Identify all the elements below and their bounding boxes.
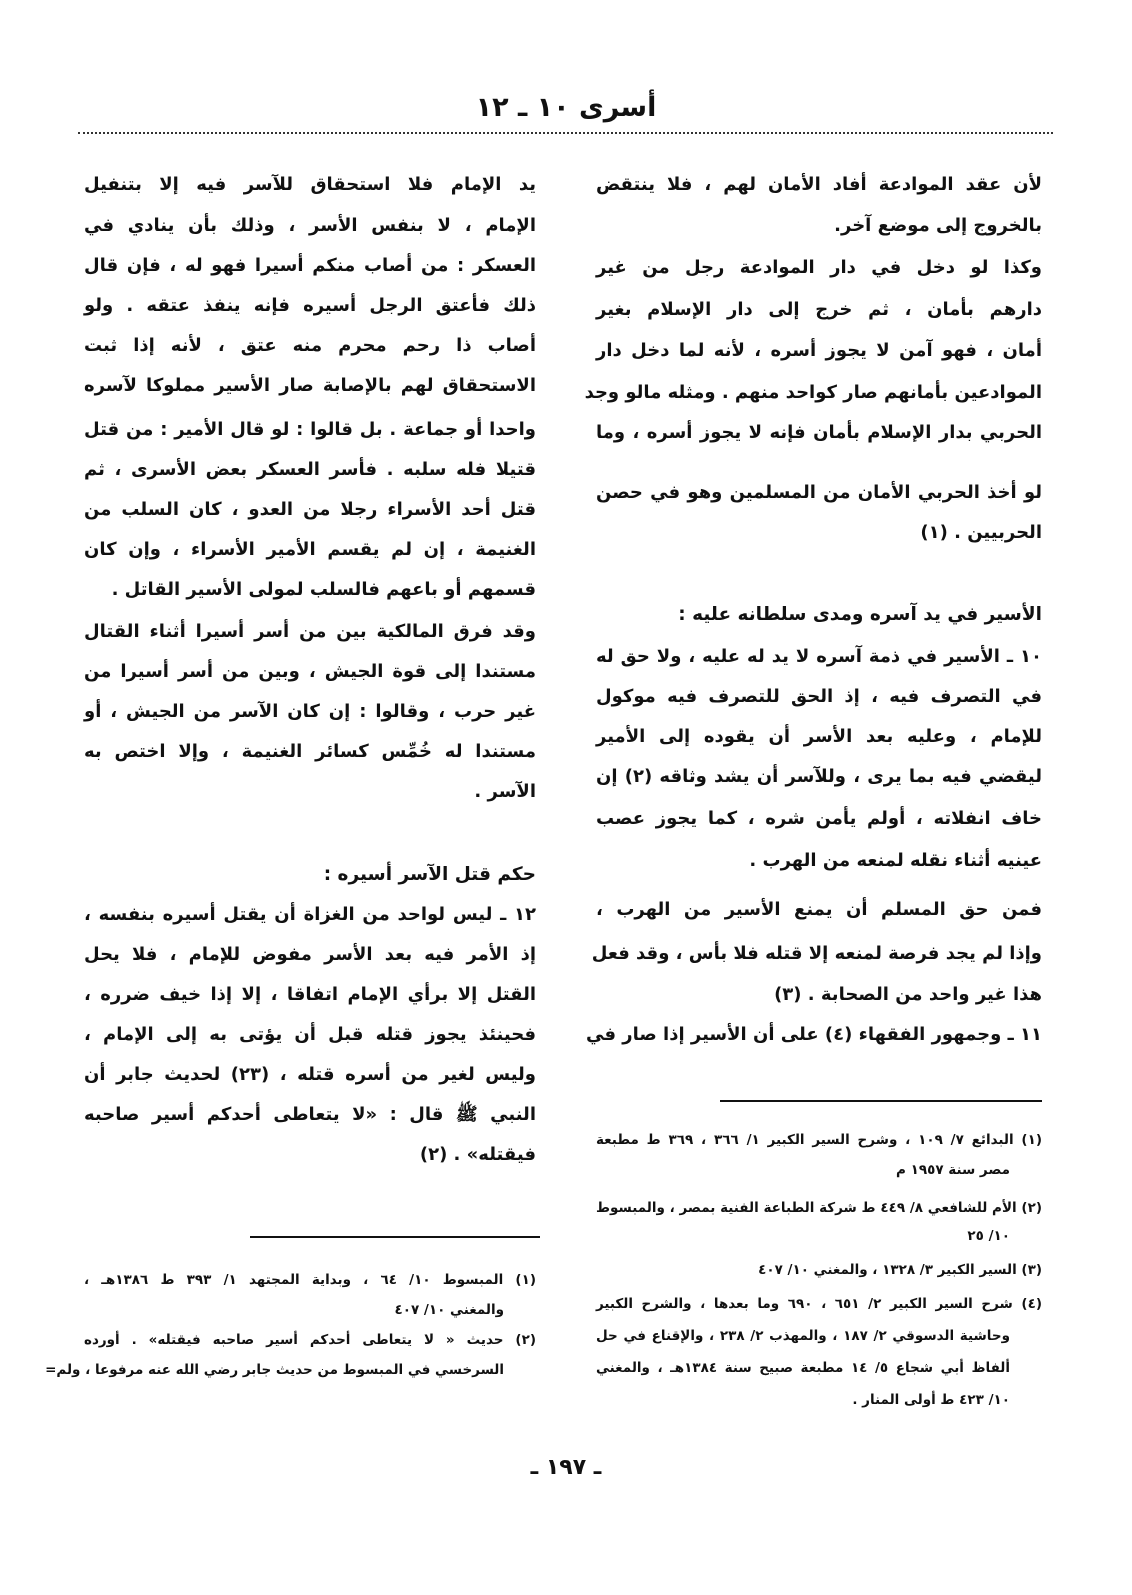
footnote-line: (٢) حديث « لا يتعاطى أحدكم أسير صاحبه فيقتله» . أورده — [84, 1332, 536, 1348]
right-column — [584, 168, 1043, 1458]
footnote-line: (١) المبسوط ١٠/ ٦٤ ، وبداية المجتهد ١/ ٣٩٣ ط ١٣٨٦هـ ، — [84, 1272, 536, 1288]
text-line: الآسر . — [474, 781, 536, 802]
text-line: النبي ﷺ قال : «لا يتعاطى أحدكم أسير صاحبه — [84, 1104, 536, 1125]
text-line: العسكر : من أصاب منكم أسيرا فهو له ، فإن قال — [84, 255, 536, 276]
text-line: عينيه أثناء نقله لمنعه من الهرب . — [749, 850, 1042, 871]
text-line: لأن عقد الموادعة أفاد الأمان لهم ، فلا ينتقض — [596, 174, 1042, 195]
text-line: وإذا لم يجد فرصة لمنعه إلا قتله فلا بأس ، وقد فعل — [591, 943, 1042, 964]
text-line: الغنيمة ، إن لم يقسم الأمير الأسراء ، وإن كان — [84, 539, 536, 560]
text-line: فحينئذ يجوز قتله قبل أن يؤتى به إلى الإمام ، — [84, 1024, 536, 1045]
text-line: قتيلا فله سلبه . فأسر العسكر بعض الأسرى ، ثم — [84, 459, 536, 480]
text-line: قتل أحد الأسراء رجلا من العدو ، كان السلب من — [84, 499, 536, 520]
text-line: بالخروج إلى موضع آخر. — [834, 215, 1042, 236]
text-line: هذا غير واحد من الصحابة . (٣) — [774, 984, 1042, 1005]
text-line: قسمهم أو باعهم فالسلب لمولى الأسير القاتل . — [111, 579, 536, 600]
text-line: ١٢ ـ ليس لواحد من الغزاة أن يقتل أسيره بنفسه ، — [84, 904, 536, 925]
footnote-rule-left — [250, 1236, 540, 1238]
footnote-line: (٢) الأم للشافعي ٨/ ٤٤٩ ط شركة الطباعة الفنية بمصر ، والمبسوط — [596, 1200, 1042, 1216]
text-line: وكذا لو دخل في دار الموادعة رجل من غير — [596, 257, 1042, 278]
text-line: يد الإمام فلا استحقاق للآسر فيه إلا بتنفيل — [84, 174, 536, 195]
text-line: فيقتله» . (٢) — [419, 1144, 536, 1165]
text-line: دارهم بأمان ، ثم خرج إلى دار الإسلام بغير — [596, 299, 1042, 320]
text-line: مستندا له خُمِّس كسائر الغنيمة ، وإلا اختص به — [84, 741, 536, 762]
text-line: الموادعين بأمانهم صار كواحد منهم . ومثله مالو وجد — [584, 382, 1042, 403]
text-line: غير حرب ، وقالوا : إن كان الآسر من الجيش ، أو — [84, 701, 536, 722]
footnote-line: (٤) شرح السير الكبير ٢/ ٦٥١ ، ٦٩٠ وما بعدها ، والشرح الكبير — [596, 1296, 1042, 1312]
text-line: وقد فرق المالكية بين من أسر أسيرا أثناء القتال — [84, 621, 536, 642]
text-line: القتل إلا برأي الإمام اتفاقا ، إلا إذا خيف ضرره ، — [84, 984, 536, 1005]
text-line: فمن حق المسلم أن يمنع الأسير من الهرب ، — [596, 899, 1042, 920]
footnote-line: مصر سنة ١٩٥٧ م — [895, 1162, 1010, 1178]
footnote-line: (١) البدائع ٧/ ١٠٩ ، وشرح السير الكبير ١/ ٣٦٦ ، ٣٦٩ ط مطبعة — [596, 1132, 1043, 1148]
text-line: الحربيين . (١) — [920, 522, 1042, 543]
footnote-line: ألفاظ أبي شجاع ٥/ ١٤ مطبعة صبيح سنة ١٣٨٤هـ ، والمغني — [596, 1360, 1010, 1376]
footnote-line: السرخسي في المبسوط من حديث جابر رضي الله عنه مرفوعا ، ولم= — [45, 1362, 504, 1378]
text-line: أصاب ذا رحم محرم منه عتق ، لأنه إذا ثبت — [84, 335, 536, 356]
section-heading: الأسير في يد آسره ومدى سلطانه عليه : — [678, 604, 1042, 625]
section-heading: حكم قتل الآسر أسيره : — [323, 864, 536, 885]
text-line: ذلك فأعتق الرجل أسيره فإنه ينفذ عتقه . ولو — [84, 295, 536, 316]
left-column — [45, 168, 536, 1458]
text-line: في التصرف فيه ، إذ الحق للتصرف فيه موكول — [596, 686, 1042, 707]
text-line: مستندا إلى قوة الجيش ، وبين من أسر أسيرا من — [84, 661, 536, 682]
footnote-line: ١٠/ ٢٥ — [967, 1228, 1010, 1244]
text-line: خاف انفلاته ، أولم يأمن شره ، كما يجوز عصب — [596, 808, 1042, 829]
footnote-line: والمغني ١٠/ ٤٠٧ — [394, 1302, 504, 1318]
running-header: أسرى ١٠ ـ ١٢ — [475, 92, 657, 123]
text-line: الحربي بدار الإسلام بأمان فإنه لا يجوز أسره ، وما — [596, 422, 1042, 443]
page-number: ـ ١٩٧ ـ — [530, 1455, 602, 1480]
footnote-line: (٣) السير الكبير ٣/ ١٣٢٨ ، والمغني ١٠/ ٤٠٧ — [758, 1262, 1042, 1278]
text-line: ١١ ـ وجمهور الفقهاء (٤) على أن الأسير إذا صار في — [586, 1024, 1042, 1045]
text-line: وليس لغير من أسره قتله ، (٢٣) لحديث جابر أن — [84, 1064, 536, 1085]
header-divider — [78, 132, 1053, 134]
text-line: للإمام ، وعليه بعد الأسر أن يقوده إلى الأمير — [596, 726, 1042, 747]
text-line: أمان ، فهو آمن لا يجوز أسره ، لأنه لما دخل دار — [596, 340, 1042, 361]
text-line: الإمام ، لا بنفس الأسر ، وذلك بأن ينادي في — [84, 215, 536, 236]
text-line: واحدا أو جماعة . بل قالوا : لو قال الأمير : من قتل — [84, 419, 536, 440]
text-line: ١٠ ـ الأسير في ذمة آسره لا يد له عليه ، ولا حق له — [596, 646, 1042, 667]
text-line: لو أخذ الحربي الأمان من المسلمين وهو في حصن — [596, 482, 1042, 503]
footnote-rule-right — [720, 1100, 1042, 1102]
footnote-line: ١٠/ ٤٢٣ ط أولى المنار . — [852, 1392, 1010, 1408]
footnote-line: وحاشية الدسوقي ٢/ ١٨٧ ، والمهذب ٢/ ٢٣٨ ، والإقناع في حل — [596, 1328, 1010, 1344]
text-line: إذ الأمر فيه بعد الأسر مفوض للإمام ، فلا يحل — [84, 944, 536, 965]
text-line: ليقضي فيه بما يرى ، وللآسر أن يشد وثاقه (٢) إن — [596, 766, 1042, 787]
text-line: الاستحقاق لهم بالإصابة صار الأسير مملوكا لآسره — [84, 375, 536, 396]
